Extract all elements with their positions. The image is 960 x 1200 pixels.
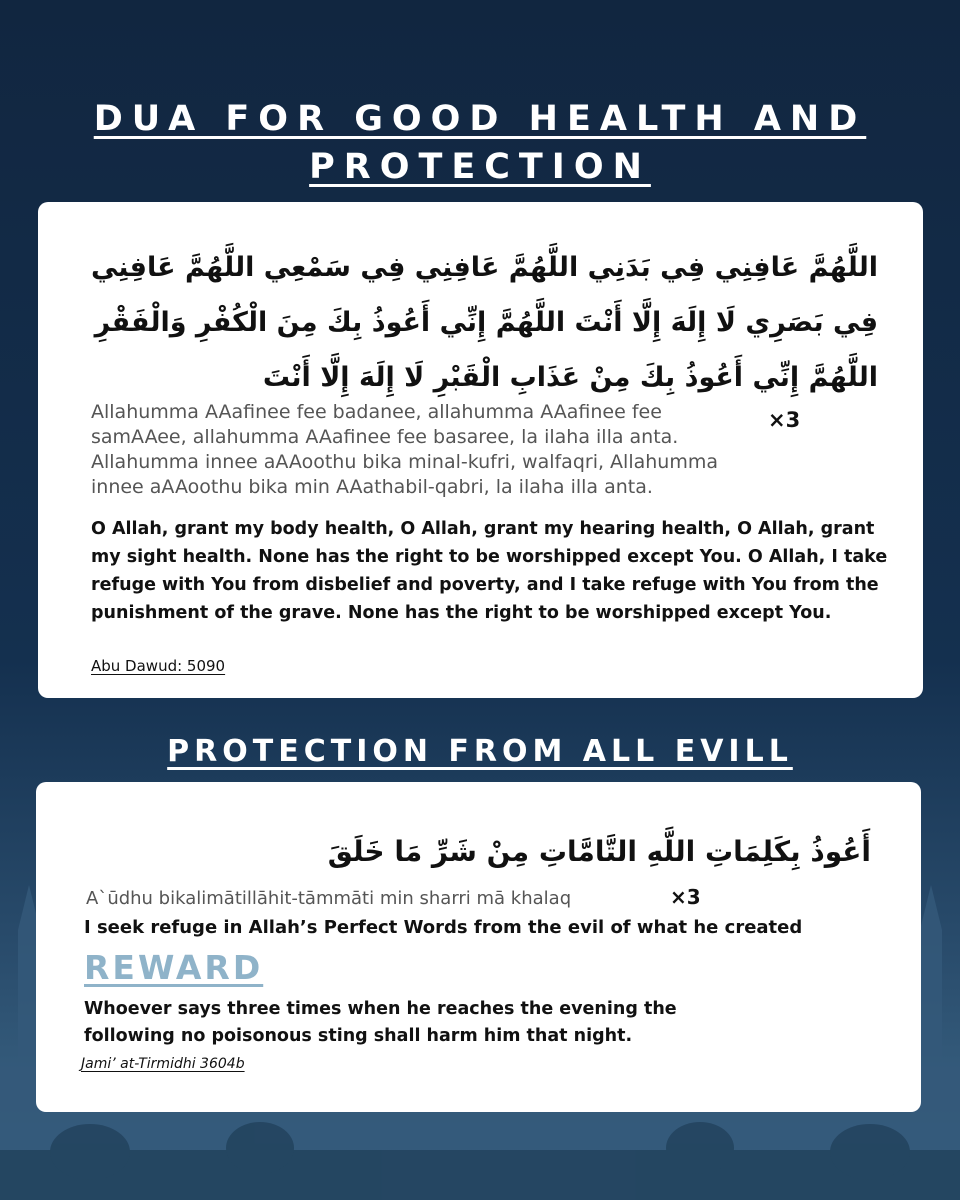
dua-protection-transliteration: A`ūdhu bikalimātillāhit-tāmmāti min sharri mā khalaq: [86, 888, 572, 909]
section2-title: [0, 728, 960, 776]
dua-health-arabic: اللَّهُمَّ عَافِنِي فِي بَدَنِي اللَّهُمَّ عَافِنِي فِي سَمْعِي اللَّهُمَّ عَافِنِي فِي بَصَرِي لَا إِلَهَ إِلَّا أَنْتَ اللَّهُمَّ إِنِّي أَعُوذُ بِكَ مِنَ الْكُفْرِ وَالْفَقْرِ اللَّهُمَّ إِنِّي أَعُوذُ بِكَ مِنْ عَذَابِ الْقَبْرِ لَا إِلَهَ إِلَّا أَنْتَ: [90, 252, 878, 393]
section1-title-line2: PROTECTION: [309, 147, 651, 187]
dua-health-card: [38, 202, 923, 698]
dua-protection-translation: I seek refuge in Allah’s Perfect Words from the evil of what he created: [84, 917, 803, 938]
section1-title-line1: DUA FOR GOOD HEALTH AND: [93, 99, 867, 139]
dua-health-repeat-count: ×3: [768, 408, 801, 432]
dua-protection-reference: Jami’ at-Tirmidhi 3604b: [81, 1056, 245, 1072]
section1-title: [0, 95, 960, 191]
reward-heading: REWARD: [84, 948, 264, 987]
section2-title-text: PROTECTION FROM ALL EVILL: [167, 734, 793, 769]
dua-protection-arabic: أَعُوذُ بِكَلِمَاتِ اللَّهِ التَّامَّاتِ مِنْ شَرِّ مَا خَلَقَ: [327, 835, 871, 868]
dua-protection-repeat-count: ×3: [670, 885, 701, 909]
dua-health-transliteration: Allahumma AAafinee fee badanee, allahumma AAafinee fee samAAee, allahumma AAafinee fee basaree, la ilaha illa anta. Allahumma innee aAAoothu bika minal-kufri, walfaqri, Allahumma innee aAAoothu bika min AAathabil-qabri, la ilaha illa anta.: [91, 401, 718, 498]
dua-protection-card: [36, 782, 921, 1112]
dua-health-translation: O Allah, grant my body health, O Allah, grant my hearing health, O Allah, grant my sight health. None has the right to be worshipped except You. O Allah, I take refuge with You from disbelief and poverty, and I take refuge with You from the punishment of the grave. None has the right to be worshipped except You.: [91, 519, 888, 623]
reward-text: Whoever says three times when he reaches the evening the following no poisonous sting shall harm him that night.: [84, 999, 677, 1046]
dua-health-reference: Abu Dawud: 5090: [91, 657, 226, 675]
